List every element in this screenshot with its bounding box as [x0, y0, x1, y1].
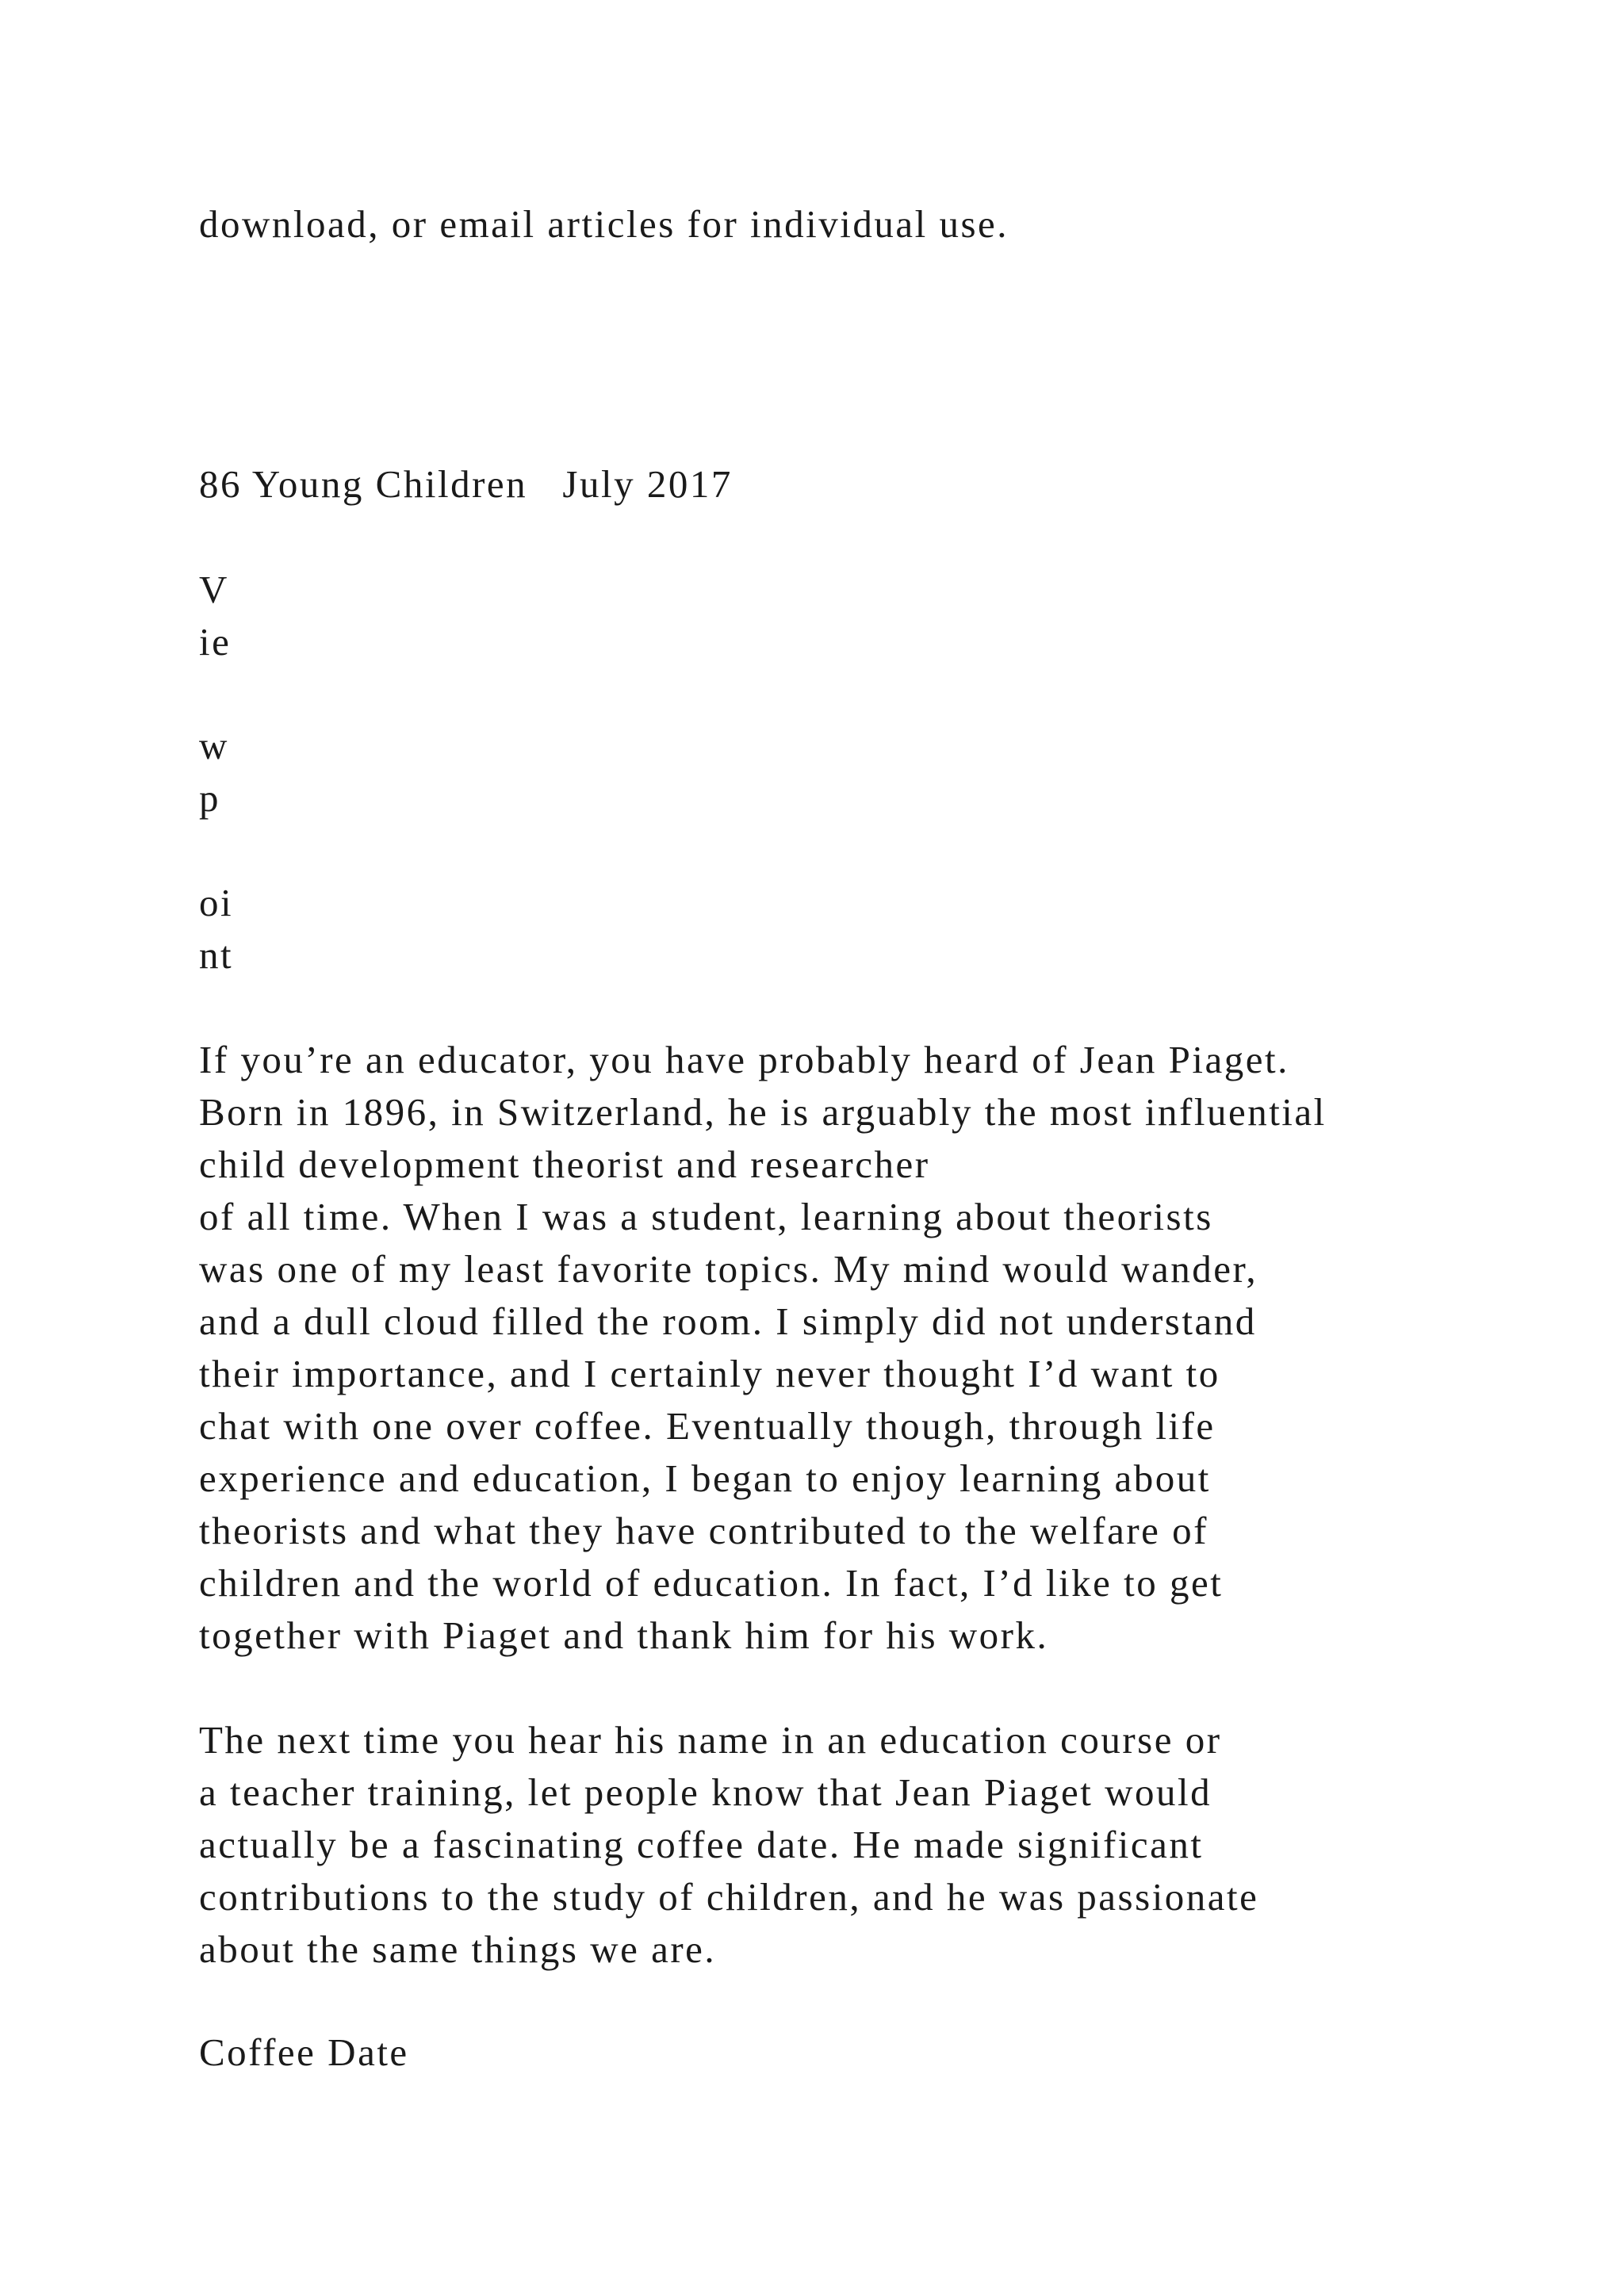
- paragraph-line: a teacher training, let people know that Jean Piaget would: [199, 1770, 1212, 1814]
- paragraph-line: and a dull cloud filled the room. I simply did not understand: [199, 1299, 1257, 1343]
- paragraph-line: Born in 1896, in Switzerland, he is arguably the most influential: [199, 1090, 1327, 1134]
- paragraph-line: If you’re an educator, you have probably heard of Jean Piaget.: [199, 1038, 1289, 1081]
- top-line: download, or email articles for individual use.: [199, 202, 1009, 246]
- paragraph-line: chat with one over coffee. Eventually though, through life: [199, 1404, 1216, 1448]
- viewpoint-fragment: p: [199, 776, 220, 820]
- paragraph-line: of all time. When I was a student, learning about theorists: [199, 1195, 1213, 1238]
- paragraph-line: about the same things we are.: [199, 1927, 717, 1971]
- paragraph-line: theorists and what they have contributed to the welfare of: [199, 1509, 1208, 1552]
- body-paragraph-1: [199, 1034, 1327, 1662]
- paragraph-line: actually be a fascinating coffee date. He made significant: [199, 1823, 1204, 1866]
- body-paragraph-2: [199, 1714, 1258, 1976]
- paragraph-line: children and the world of education. In fact, I’d like to get: [199, 1561, 1224, 1605]
- journal-footer-line: 86 Young Children July 2017: [199, 462, 733, 506]
- viewpoint-fragment: ie: [199, 620, 232, 664]
- paragraph-line: their importance, and I certainly never thought I’d want to: [199, 1352, 1220, 1395]
- viewpoint-fragment: w: [199, 724, 229, 767]
- viewpoint-fragment: oi: [199, 881, 234, 924]
- paragraph-line: experience and education, I began to enjoy learning about: [199, 1456, 1211, 1500]
- paragraph-line: child development theorist and researcher: [199, 1142, 930, 1186]
- paragraph-line: together with Piaget and thank him for his work.: [199, 1613, 1049, 1657]
- viewpoint-fragment: V: [199, 568, 229, 611]
- paragraph-line: contributions to the study of children, and he was passionate: [199, 1875, 1259, 1919]
- paragraph-line: The next time you hear his name in an education course or: [199, 1718, 1222, 1762]
- section-heading: Coffee Date: [199, 2030, 409, 2074]
- viewpoint-fragment: nt: [199, 933, 234, 977]
- paragraph-line: was one of my least favorite topics. My mind would wander,: [199, 1247, 1258, 1291]
